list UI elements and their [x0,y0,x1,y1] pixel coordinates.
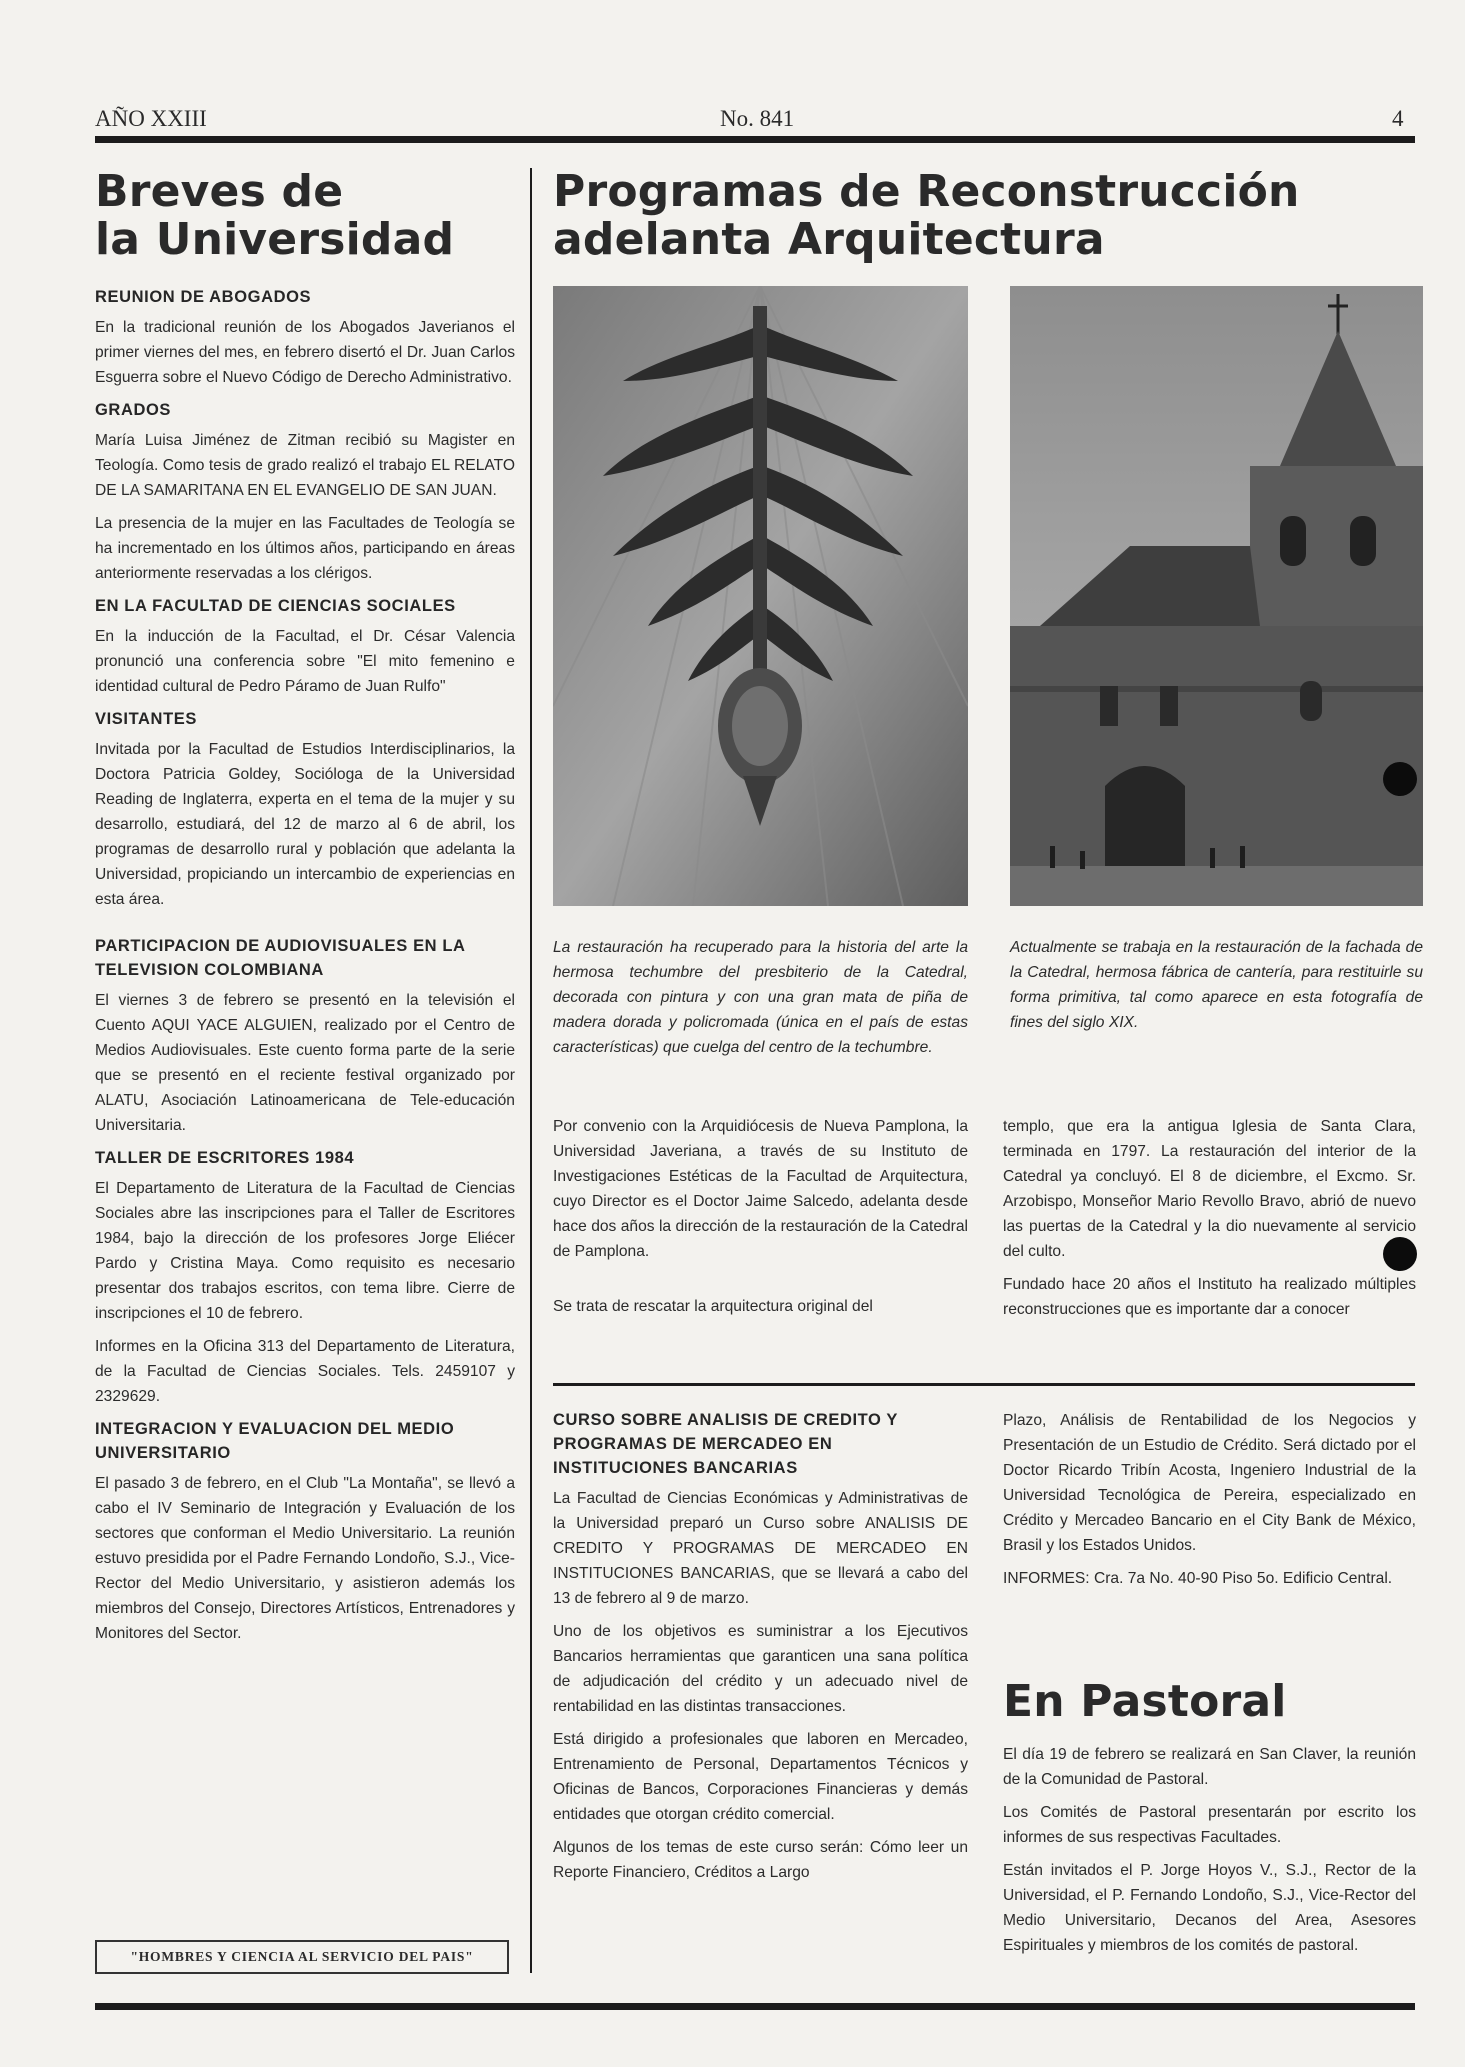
breves-column [95,168,515,1654]
curso-column: CURSO SOBRE ANALISIS DE CREDITO Y PROGRAMAS DE MERCADEO EN INSTITUCIONES BANCARIAS La Facultad de Ciencias Económicas y Administrativas de la Universidad preparó un Curso sobre ANALISIS DE CREDITO Y PROGRAMAS DE MERCADEO EN INSTITUCIONES BANCARIAS, que se llevará a cabo del 13 de febrero al 9 de marzo. Uno de los objetivos es suministrar a los Ejecutivos Bancarios herramientas que garanticen una sana política de adjudicación del crédito y un adecuado nivel de rentabilidad en las distintas transacciones. Está dirigido a profesionales que laboren en Mercadeo, Entrenamiento de Personal, Departamentos Técnicos y Oficinas de Bancos, Corporaciones Financieras y demás entidades que otorgan crédito comercial. Algunos de los temas de este curso serán: Cómo leer un Reporte Financiero, Créditos a Largo [553,1408,968,1893]
punch-hole [1383,762,1417,796]
ceiling-photo [553,286,968,906]
curso-heading: CURSO SOBRE ANALISIS DE CREDITO Y PROGRAMAS DE MERCADEO EN INSTITUCIONES BANCARIAS [553,1411,898,1477]
feature-title: Programas de Reconstrucción adelanta Arquitectura [553,166,1300,265]
ceiling-caption: La restauración ha recuperado para la historia del arte la hermosa techumbre del presbiterio de la Catedral, decorada con pintura y con una gran mata de piña de madera dorada y policromada (única en el país de estas características) que cuelga del centro de la techumbre. [553,939,968,1056]
punch-hole-2 [1383,1237,1417,1271]
section-ciencias-sociales: EN LA FACULTAD DE CIENCIAS SOCIALES En la inducción de la Facultad, el Dr. César Valencia pronunció una conferencia sobre "El mito femenino e identidad cultural de Pedro Páramo de Juan Rulfo" [95,597,515,696]
section-audiovisuales: PARTICIPACION DE AUDIOVISUALES EN LA TELEVISION COLOMBIANA El viernes 3 de febrero se presentó en la televisión el Cuento AQUI YACE ALGUIEN, realizado por el Centro de Medios Audiovisuales. Este cuento forma parte de la serie que se presentó en el reciente festival organizado por ALATU, Asociación Latinoamericana de Tele-educación Universitaria. [95,937,515,1135]
feature-body-left: Por convenio con la Arquidiócesis de Nueva Pamplona, la Universidad Javeriana, a través de su Instituto de Investigaciones Estéticas de la Facultad de Arquitectura, cuyo Director es el Doctor Jaime Salcedo, adelanta desde hace dos años la dirección de la restauración de la Catedral de Pamplona. Se trata de rescatar la arquitectura original del [553,1118,968,1315]
pastoral-title: En Pastoral [1003,1676,1287,1727]
issue-year: AÑO XXIII [95,106,207,131]
church-photo [1010,286,1423,906]
ceiling-illustration [553,286,968,906]
section-integracion: INTEGRACION Y EVALUACION DEL MEDIO UNIVERSITARIO El pasado 3 de febrero, en el Club "La Montaña", se llevó a cabo el IV Seminario de Integración y Evaluación de los sectores que conforman el Medio Universitario. La reunión estuvo presidida por el Padre Fernando Londoño, S.J., Vice-Rector del Medio Universitario, y asistieron además los miembros del Consejo, Directores Artísticos, Entrenadores y Monitores del Sector. [95,1420,515,1643]
curso-continuation: Plazo, Análisis de Rentabilidad de los Negocios y Presentación de un Estudio de Crédito. Será dictado por el Doctor Ricardo Tribín Acosta, Ingeniero Industrial de la Universidad Tecnológica de Pereira, especializado en Crédito y Mercadeo Bancario en el City Bank de México, Brasil y los Estados Unidos. INFORMES: Cra. 7a No. 40-90 Piso 5o. Edificio Central. [1003,1412,1416,1587]
slogan-box: "HOMBRES Y CIENCIA AL SERVICIO DEL PAIS" [95,1940,509,1974]
masthead-rule [95,136,1415,143]
breves-title: Breves de la Universidad [95,166,455,265]
feature-body-right: templo, que era la antigua Iglesia de Santa Clara, terminada en 1797. La restauración del interior de la Catedral ya concluyó. El 8 de diciembre, el Excmo. Sr. Arzobispo, Monseñor Mario Revollo Bravo, abrió de nuevo las puertas de la Catedral y la dio nuevamente al servicio del culto. Fundado hace 20 años el Instituto ha realizado múltiples reconstrucciones que es importante dar a conocer [1003,1118,1416,1318]
section-rule [553,1383,1415,1386]
church-illustration [1010,286,1423,906]
issue-number: No. 841 [720,106,795,131]
section-grados: GRADOS María Luisa Jiménez de Zitman recibió su Magister en Teología. Como tesis de grado realizó el trabajo EL RELATO DE LA SAMARITANA EN EL EVANGELIO DE SAN JUAN. La presencia de la mujer en las Facultades de Teología se ha incrementado en los últimos años, participando en áreas anteriormente reservadas a los clérigos. [95,401,515,583]
church-caption: Actualmente se trabaja en la restauración de la fachada de la Catedral, hermosa fábrica de cantería, para restituirle su forma primitiva, tal como aparece en esta fotografía de fines del siglo XIX. [1010,939,1423,1031]
page-number: 4 [1392,106,1404,131]
section-taller: TALLER DE ESCRITORES 1984 El Departamento de Literatura de la Facultad de Ciencias Sociales abre las inscripciones para el Taller de Escritores 1984, bajo la dirección de los profesores Jorge Eliécer Pardo y Cristina Maya. Como requisito es necesario presentar dos trabajos escritos, con tema libre. Cierre de inscripciones el 10 de febrero. Informes en la Oficina 313 del Departamento de Literatura, de la Facultad de Ciencias Sociales. Tels. 2459107 y 2329629. [95,1149,515,1406]
pastoral-section [1003,1678,1416,1966]
section-visitantes: VISITANTES Invitada por la Facultad de Estudios Interdisciplinarios, la Doctora Patricia Goldey, Socióloga de la Universidad Reading de Inglaterra, experta en el tema de la mujer y su desarrollo, estudiará, del 12 de marzo al 6 de abril, los programas de desarrollo rural y población que adelanta la Universidad, propiciando un intercambio de experiencias en esta área. [95,710,515,909]
breves-body [95,285,515,1646]
footer-rule [95,2003,1415,2010]
section-reunion: REUNION DE ABOGADOS En la tradicional reunión de los Abogados Javerianos el primer viernes del mes, en febrero disertó el Dr. Juan Carlos Esguerra sobre el Nuevo Código de Derecho Administrativo. [95,288,515,387]
column-divider [530,168,532,1973]
pastoral-body: El día 19 de febrero se realizará en San Claver, la reunión de la Comunidad de Pastoral. Los Comités de Pastoral presentarán por escrito los informes de sus respectivas Facultades. Están invitados el P. Jorge Hoyos V., S.J., Rector de la Universidad, el P. Fernando Londoño, S.J., Vice-Rector del Medio Universitario, Decanos del Area, Asesores Espirituales y miembros de los comités de pastoral. [1003,1745,1416,1954]
